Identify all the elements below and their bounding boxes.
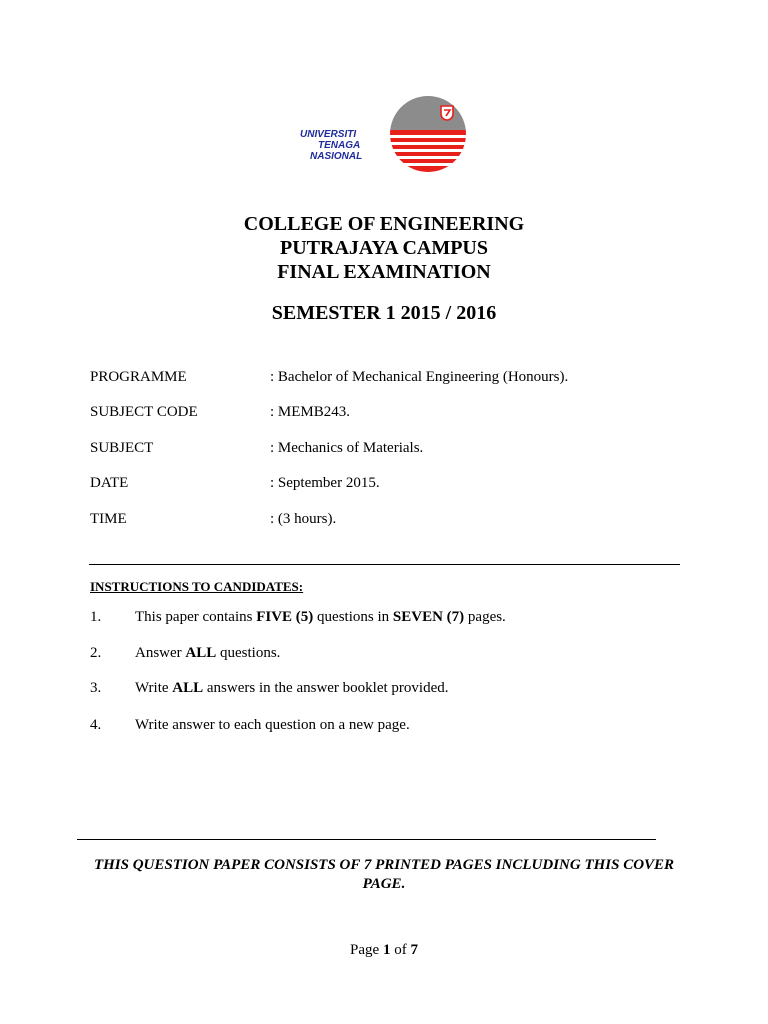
date-label: DATE bbox=[90, 475, 129, 491]
college-title: COLLEGE OF ENGINEERING bbox=[243, 213, 525, 235]
time-value: : (3 hours). bbox=[270, 511, 337, 527]
date-value: : September 2015. bbox=[270, 475, 380, 491]
instruction-number: 1. bbox=[90, 609, 102, 625]
subject-code-value: : MEMB243. bbox=[270, 404, 351, 420]
subject-label: SUBJECT bbox=[90, 440, 154, 456]
divider-top bbox=[89, 564, 680, 565]
page-number: Page 1 of 7 bbox=[350, 942, 418, 958]
instruction-number: 4. bbox=[90, 717, 102, 733]
semester-title: SEMESTER 1 2015 / 2016 bbox=[271, 302, 497, 324]
campus-title: PUTRAJAYA CAMPUS bbox=[280, 237, 488, 259]
exam-title: FINAL EXAMINATION bbox=[277, 261, 491, 283]
subject-code-label: SUBJECT CODE bbox=[90, 404, 198, 420]
logo-text-line2: TENAGA bbox=[318, 140, 361, 151]
instruction-text: This paper contains FIVE (5) questions in SEVEN (7) pages. bbox=[135, 609, 506, 625]
time-label: TIME bbox=[90, 511, 127, 527]
instruction-number: 2. bbox=[90, 645, 102, 661]
instruction-text: Write answer to each question on a new page. bbox=[135, 717, 410, 733]
logo-text-line1: UNIVERSITI bbox=[300, 129, 357, 140]
instructions-heading: INSTRUCTIONS TO CANDIDATES: bbox=[90, 579, 304, 594]
page-count-note: THIS QUESTION PAPER CONSISTS OF 7 PRINTED PAGES INCLUDING THIS COVER PAGE. bbox=[93, 857, 675, 892]
logo-text-line3: NASIONAL bbox=[310, 151, 363, 162]
shield-emblem-icon bbox=[441, 106, 453, 120]
instruction-text: Answer ALL questions. bbox=[135, 645, 281, 661]
instruction-text: Write ALL answers in the answer booklet provided. bbox=[135, 680, 449, 696]
programme-label: PROGRAMME bbox=[90, 369, 187, 385]
divider-bottom bbox=[77, 839, 656, 840]
programme-value: : Bachelor of Mechanical Engineering (Honours). bbox=[270, 369, 569, 385]
university-logo bbox=[298, 92, 470, 176]
instruction-number: 3. bbox=[90, 680, 102, 696]
subject-value: : Mechanics of Materials. bbox=[270, 440, 424, 456]
